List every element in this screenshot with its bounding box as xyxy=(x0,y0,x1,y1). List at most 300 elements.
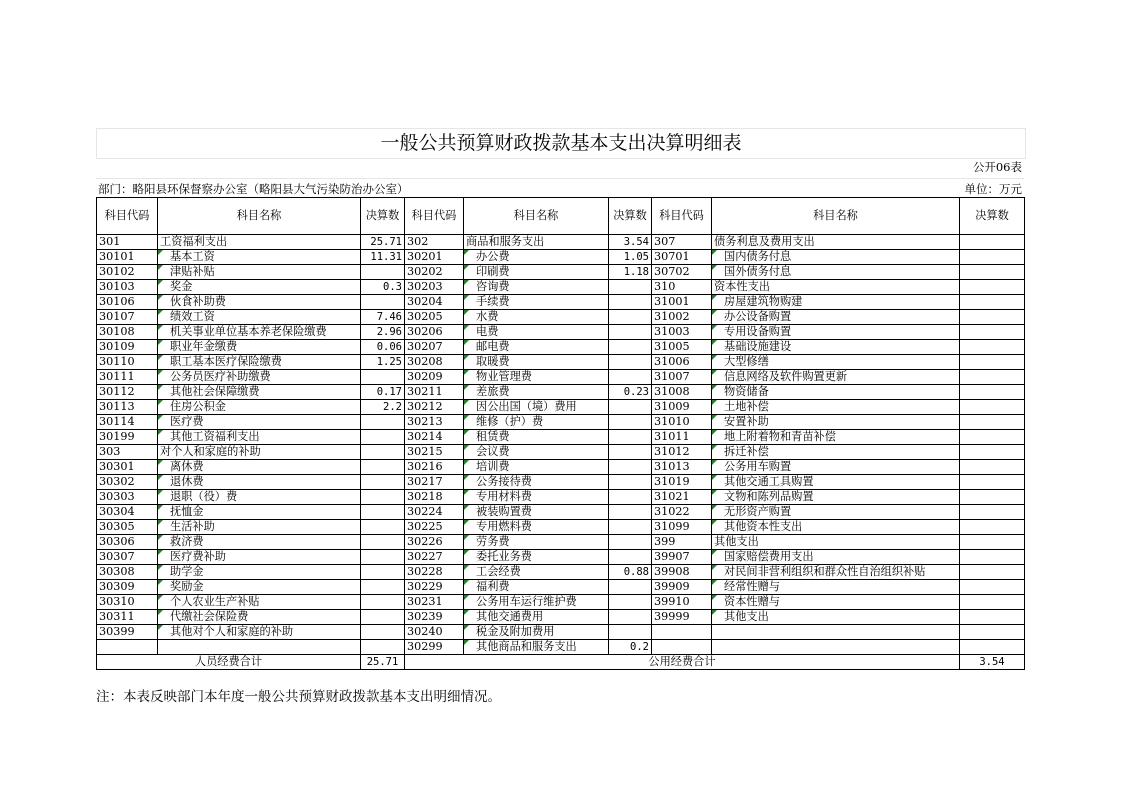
subject-name: 文物和陈列品购置 xyxy=(712,490,960,505)
subject-name: 地上附着物和青苗补偿 xyxy=(712,430,960,445)
subject-name: 专用设备购置 xyxy=(712,325,960,340)
subject-code: 30205 xyxy=(405,310,464,325)
subject-code: 30224 xyxy=(405,505,464,520)
final-amount xyxy=(361,415,405,430)
final-amount xyxy=(960,550,1025,565)
form-code: 公开06表 xyxy=(972,160,1022,174)
subject-name: 会议费 xyxy=(464,445,609,460)
subject-code: 31013 xyxy=(652,460,712,475)
final-amount xyxy=(960,565,1025,580)
subject-code: 30218 xyxy=(405,490,464,505)
subject-code: 31010 xyxy=(652,415,712,430)
subject-name xyxy=(712,625,960,640)
subject-code xyxy=(652,625,712,640)
final-amount xyxy=(609,340,652,355)
subject-name: 维修（护）费 xyxy=(464,415,609,430)
subject-code: 30102 xyxy=(97,265,158,280)
final-amount xyxy=(609,325,652,340)
final-amount xyxy=(361,580,405,595)
final-amount xyxy=(361,520,405,535)
subject-name: 基本工资 xyxy=(158,250,361,265)
subject-name: 基础设施建设 xyxy=(712,340,960,355)
final-amount xyxy=(960,250,1025,265)
subject-name: 抚恤金 xyxy=(158,505,361,520)
final-amount xyxy=(960,640,1025,655)
subject-name: 其他交通工具购置 xyxy=(712,475,960,490)
subject-name: 大型修缮 xyxy=(712,355,960,370)
final-amount xyxy=(960,310,1025,325)
subject-code: 30211 xyxy=(405,385,464,400)
subject-name: 其他工资福利支出 xyxy=(158,430,361,445)
subject-code: 30203 xyxy=(405,280,464,295)
final-amount xyxy=(361,265,405,280)
subject-code: 31008 xyxy=(652,385,712,400)
final-amount xyxy=(960,400,1025,415)
final-amount: 1.18 xyxy=(609,265,652,280)
table-row xyxy=(97,475,1025,490)
final-amount xyxy=(609,520,652,535)
subject-name: 医疗费补助 xyxy=(158,550,361,565)
final-amount xyxy=(960,445,1025,460)
subject-name: 退职（役）费 xyxy=(158,490,361,505)
final-amount: 2.96 xyxy=(361,325,405,340)
subject-code: 30201 xyxy=(405,250,464,265)
subject-code: 303 xyxy=(97,445,158,460)
subject-name: 委托业务费 xyxy=(464,550,609,565)
subject-code: 30701 xyxy=(652,250,712,265)
subject-name: 公务接待费 xyxy=(464,475,609,490)
subject-name: 助学金 xyxy=(158,565,361,580)
subject-code: 30306 xyxy=(97,535,158,550)
final-amount xyxy=(960,415,1025,430)
table-row xyxy=(97,385,1025,400)
subject-code: 31099 xyxy=(652,520,712,535)
subject-code: 30308 xyxy=(97,565,158,580)
table-row xyxy=(97,325,1025,340)
subject-name: 职工基本医疗保险缴费 xyxy=(158,355,361,370)
page-title: 一般公共预算财政拨款基本支出决算明细表 xyxy=(96,128,1026,159)
final-amount xyxy=(609,295,652,310)
subject-name: 专用燃料费 xyxy=(464,520,609,535)
subject-code: 30209 xyxy=(405,370,464,385)
subject-code: 30215 xyxy=(405,445,464,460)
subject-name: 公务用车购置 xyxy=(712,460,960,475)
final-amount xyxy=(609,280,652,295)
final-amount xyxy=(361,565,405,580)
subject-code: 30114 xyxy=(97,415,158,430)
subject-name: 离休费 xyxy=(158,460,361,475)
subject-name: 工资福利支出 xyxy=(158,235,361,250)
subject-name: 物资储备 xyxy=(712,385,960,400)
subject-name: 咨询费 xyxy=(464,280,609,295)
subject-name: 住房公积金 xyxy=(158,400,361,415)
final-amount xyxy=(609,535,652,550)
table-row xyxy=(97,280,1025,295)
final-amount xyxy=(960,520,1025,535)
table-row xyxy=(97,430,1025,445)
subject-name: 水费 xyxy=(464,310,609,325)
public-total-label: 公用经费合计 xyxy=(405,655,960,670)
subject-code: 30299 xyxy=(405,640,464,655)
subject-code: 301 xyxy=(97,235,158,250)
subject-code: 31009 xyxy=(652,400,712,415)
final-amount: 0.17 xyxy=(361,385,405,400)
final-amount xyxy=(361,295,405,310)
subject-code: 31002 xyxy=(652,310,712,325)
final-amount xyxy=(960,280,1025,295)
subject-code: 30199 xyxy=(97,430,158,445)
subject-name: 电费 xyxy=(464,325,609,340)
subject-code: 39909 xyxy=(652,580,712,595)
final-amount xyxy=(960,490,1025,505)
header-amount-2: 决算数 xyxy=(609,198,652,235)
subject-name: 资本性赠与 xyxy=(712,595,960,610)
subject-name: 其他商品和服务支出 xyxy=(464,640,609,655)
table-row xyxy=(97,445,1025,460)
subject-code: 30225 xyxy=(405,520,464,535)
table-row xyxy=(97,295,1025,310)
table-row xyxy=(97,265,1025,280)
subject-name: 培训费 xyxy=(464,460,609,475)
subject-name: 对民间非营利组织和群众性自治组织补贴 xyxy=(712,565,960,580)
subject-code: 31005 xyxy=(652,340,712,355)
final-amount xyxy=(361,490,405,505)
subject-name: 对个人和家庭的补助 xyxy=(158,445,361,460)
public-total-value: 3.54 xyxy=(960,655,1025,670)
subject-name: 个人农业生产补贴 xyxy=(158,595,361,610)
subject-code: 39999 xyxy=(652,610,712,625)
final-amount: 11.31 xyxy=(361,250,405,265)
final-amount xyxy=(609,460,652,475)
subject-name: 债务利息及费用支出 xyxy=(712,235,960,250)
subject-name: 商品和服务支出 xyxy=(464,235,609,250)
final-amount xyxy=(960,430,1025,445)
final-amount: 3.54 xyxy=(609,235,652,250)
subject-name: 安置补助 xyxy=(712,415,960,430)
final-amount: 0.3 xyxy=(361,280,405,295)
subject-code: 30304 xyxy=(97,505,158,520)
subject-name: 绩效工资 xyxy=(158,310,361,325)
final-amount: 1.25 xyxy=(361,355,405,370)
header-name-3: 科目名称 xyxy=(712,198,960,235)
subject-name: 手续费 xyxy=(464,295,609,310)
subject-name: 救济费 xyxy=(158,535,361,550)
subject-name: 房屋建筑物购建 xyxy=(712,295,960,310)
final-amount xyxy=(609,310,652,325)
table-row xyxy=(97,250,1025,265)
subject-name: 租赁费 xyxy=(464,430,609,445)
subject-code: 30204 xyxy=(405,295,464,310)
final-amount: 0.06 xyxy=(361,340,405,355)
subject-name: 其他交通费用 xyxy=(464,610,609,625)
final-amount xyxy=(960,610,1025,625)
final-amount: 1.05 xyxy=(609,250,652,265)
final-amount xyxy=(609,475,652,490)
final-amount xyxy=(609,610,652,625)
subject-name: 退休费 xyxy=(158,475,361,490)
subject-code: 30309 xyxy=(97,580,158,595)
department-label: 部门：略阳县环保督察办公室（略阳县大气污染防治办公室） xyxy=(98,182,409,196)
subject-code: 30229 xyxy=(405,580,464,595)
final-amount xyxy=(609,355,652,370)
final-amount xyxy=(361,535,405,550)
subject-name: 职业年金缴费 xyxy=(158,340,361,355)
subject-code: 30212 xyxy=(405,400,464,415)
final-amount xyxy=(361,475,405,490)
subject-code: 30106 xyxy=(97,295,158,310)
final-amount xyxy=(960,460,1025,475)
subject-code: 302 xyxy=(405,235,464,250)
subject-code xyxy=(97,640,158,655)
subject-name: 无形资产购置 xyxy=(712,505,960,520)
final-amount xyxy=(960,505,1025,520)
final-amount xyxy=(609,595,652,610)
subject-code: 30206 xyxy=(405,325,464,340)
final-amount xyxy=(609,550,652,565)
subject-code: 30307 xyxy=(97,550,158,565)
subject-name: 代缴社会保险费 xyxy=(158,610,361,625)
subject-code: 39907 xyxy=(652,550,712,565)
final-amount xyxy=(609,490,652,505)
table-row xyxy=(97,520,1025,535)
header-amount-1: 决算数 xyxy=(361,198,405,235)
subject-code: 30207 xyxy=(405,340,464,355)
subject-name: 经常性赠与 xyxy=(712,580,960,595)
table-row xyxy=(97,370,1025,385)
subject-code: 31001 xyxy=(652,295,712,310)
table-row xyxy=(97,340,1025,355)
final-amount: 7.46 xyxy=(361,310,405,325)
subject-name: 工会经费 xyxy=(464,565,609,580)
final-amount xyxy=(609,415,652,430)
subject-code: 30231 xyxy=(405,595,464,610)
unit-label: 单位：万元 xyxy=(964,182,1022,196)
subject-code: 31012 xyxy=(652,445,712,460)
final-amount xyxy=(960,340,1025,355)
final-amount xyxy=(609,580,652,595)
subject-name: 取暖费 xyxy=(464,355,609,370)
table-row xyxy=(97,580,1025,595)
subject-code: 30213 xyxy=(405,415,464,430)
subject-name: 国家赔偿费用支出 xyxy=(712,550,960,565)
table-row xyxy=(97,235,1025,250)
subject-name: 信息网络及软件购置更新 xyxy=(712,370,960,385)
personnel-total-label: 人员经费合计 xyxy=(97,655,361,670)
subject-code: 30107 xyxy=(97,310,158,325)
final-amount xyxy=(609,445,652,460)
final-amount xyxy=(361,610,405,625)
subject-code: 30216 xyxy=(405,460,464,475)
subject-code: 30239 xyxy=(405,610,464,625)
final-amount xyxy=(960,370,1025,385)
subject-name: 伙食补助费 xyxy=(158,295,361,310)
subject-name: 差旅费 xyxy=(464,385,609,400)
final-amount xyxy=(609,430,652,445)
table-row xyxy=(97,490,1025,505)
subject-name: 机关事业单位基本养老保险缴费 xyxy=(158,325,361,340)
final-amount xyxy=(609,370,652,385)
final-amount xyxy=(361,430,405,445)
header-code-3: 科目代码 xyxy=(652,198,712,235)
final-amount xyxy=(361,505,405,520)
subject-code: 31022 xyxy=(652,505,712,520)
subject-name: 公务员医疗补助缴费 xyxy=(158,370,361,385)
subject-name: 奖金 xyxy=(158,280,361,295)
final-amount xyxy=(960,535,1025,550)
header-name-1: 科目名称 xyxy=(158,198,361,235)
final-amount xyxy=(361,640,405,655)
final-amount xyxy=(960,625,1025,640)
subject-name: 其他社会保障缴费 xyxy=(158,385,361,400)
table-row xyxy=(97,460,1025,475)
subject-code: 30227 xyxy=(405,550,464,565)
final-amount xyxy=(960,295,1025,310)
final-amount xyxy=(361,595,405,610)
final-amount: 2.2 xyxy=(361,400,405,415)
final-amount xyxy=(960,475,1025,490)
final-amount xyxy=(960,235,1025,250)
subject-name: 被装购置费 xyxy=(464,505,609,520)
subject-code: 30111 xyxy=(97,370,158,385)
subject-code xyxy=(652,640,712,655)
final-amount xyxy=(960,580,1025,595)
subject-name: 奖励金 xyxy=(158,580,361,595)
subject-code: 307 xyxy=(652,235,712,250)
subject-code: 30109 xyxy=(97,340,158,355)
header-amount-3: 决算数 xyxy=(960,198,1025,235)
personnel-total-value: 25.71 xyxy=(361,655,405,670)
subject-code: 30303 xyxy=(97,490,158,505)
subject-name: 因公出国（境）费用 xyxy=(464,400,609,415)
table-row xyxy=(97,565,1025,580)
subject-code: 30217 xyxy=(405,475,464,490)
subject-name: 资本性支出 xyxy=(712,280,960,295)
subject-name: 拆迁补偿 xyxy=(712,445,960,460)
subject-name: 其他对个人和家庭的补助 xyxy=(158,625,361,640)
table-row xyxy=(97,625,1025,640)
subject-code: 31019 xyxy=(652,475,712,490)
subject-name: 生活补助 xyxy=(158,520,361,535)
totals-row xyxy=(97,655,1025,670)
subject-name: 公务用车运行维护费 xyxy=(464,595,609,610)
subject-name: 税金及附加费用 xyxy=(464,625,609,640)
subject-name: 津贴补贴 xyxy=(158,265,361,280)
subject-code: 30208 xyxy=(405,355,464,370)
final-amount xyxy=(609,625,652,640)
subject-code: 30101 xyxy=(97,250,158,265)
subject-code: 30310 xyxy=(97,595,158,610)
subject-code: 30399 xyxy=(97,625,158,640)
subject-name: 福利费 xyxy=(464,580,609,595)
final-amount xyxy=(960,355,1025,370)
subject-name: 邮电费 xyxy=(464,340,609,355)
table-header-row xyxy=(97,198,1025,235)
final-amount xyxy=(960,325,1025,340)
subject-code: 31011 xyxy=(652,430,712,445)
subject-name: 医疗费 xyxy=(158,415,361,430)
subject-name: 劳务费 xyxy=(464,535,609,550)
final-amount: 0.88 xyxy=(609,565,652,580)
subject-code: 30301 xyxy=(97,460,158,475)
subject-code: 30110 xyxy=(97,355,158,370)
final-amount xyxy=(960,385,1025,400)
table-row xyxy=(97,610,1025,625)
subject-code: 31006 xyxy=(652,355,712,370)
final-amount xyxy=(609,400,652,415)
final-amount xyxy=(960,265,1025,280)
table-row xyxy=(97,550,1025,565)
subject-name: 办公设备购置 xyxy=(712,310,960,325)
final-amount: 0.23 xyxy=(609,385,652,400)
table-row xyxy=(97,415,1025,430)
subject-name: 其他支出 xyxy=(712,610,960,625)
table-row xyxy=(97,535,1025,550)
table-row xyxy=(97,400,1025,415)
final-amount xyxy=(361,370,405,385)
subject-name: 国内债务付息 xyxy=(712,250,960,265)
header-code-2: 科目代码 xyxy=(405,198,464,235)
subject-name: 物业管理费 xyxy=(464,370,609,385)
subject-name: 印刷费 xyxy=(464,265,609,280)
subject-code: 310 xyxy=(652,280,712,295)
expenditure-table xyxy=(96,197,1025,670)
final-amount xyxy=(361,460,405,475)
table-row xyxy=(97,640,1025,655)
subject-name xyxy=(712,640,960,655)
subject-code: 30302 xyxy=(97,475,158,490)
final-amount: 25.71 xyxy=(361,235,405,250)
subject-name: 土地补偿 xyxy=(712,400,960,415)
subject-name: 国外债务付息 xyxy=(712,265,960,280)
subject-code: 30214 xyxy=(405,430,464,445)
final-amount: 0.2 xyxy=(609,640,652,655)
subject-code: 39908 xyxy=(652,565,712,580)
subject-code: 30228 xyxy=(405,565,464,580)
subject-code: 30103 xyxy=(97,280,158,295)
subject-code: 30202 xyxy=(405,265,464,280)
subject-name xyxy=(158,640,361,655)
subject-code: 30240 xyxy=(405,625,464,640)
subject-code: 39910 xyxy=(652,595,712,610)
final-amount xyxy=(361,445,405,460)
final-amount xyxy=(960,595,1025,610)
header-name-2: 科目名称 xyxy=(464,198,609,235)
subject-code: 30311 xyxy=(97,610,158,625)
subject-code: 31007 xyxy=(652,370,712,385)
subject-name: 其他资本性支出 xyxy=(712,520,960,535)
final-amount xyxy=(361,550,405,565)
final-amount xyxy=(609,505,652,520)
subject-code: 31021 xyxy=(652,490,712,505)
final-amount xyxy=(361,625,405,640)
footnote: 注：本表反映部门本年度一般公共预算财政拨款基本支出明细情况。 xyxy=(96,689,501,705)
header-code-1: 科目代码 xyxy=(97,198,158,235)
subject-name: 专用材料费 xyxy=(464,490,609,505)
subject-code: 30226 xyxy=(405,535,464,550)
subject-code: 30305 xyxy=(97,520,158,535)
table-row xyxy=(97,355,1025,370)
subject-name: 办公费 xyxy=(464,250,609,265)
table-row xyxy=(97,595,1025,610)
table-row xyxy=(97,310,1025,325)
table-row xyxy=(97,505,1025,520)
subject-code: 30113 xyxy=(97,400,158,415)
subject-name: 其他支出 xyxy=(712,535,960,550)
subject-code: 30108 xyxy=(97,325,158,340)
subject-code: 31003 xyxy=(652,325,712,340)
subject-code: 30702 xyxy=(652,265,712,280)
subject-code: 30112 xyxy=(97,385,158,400)
